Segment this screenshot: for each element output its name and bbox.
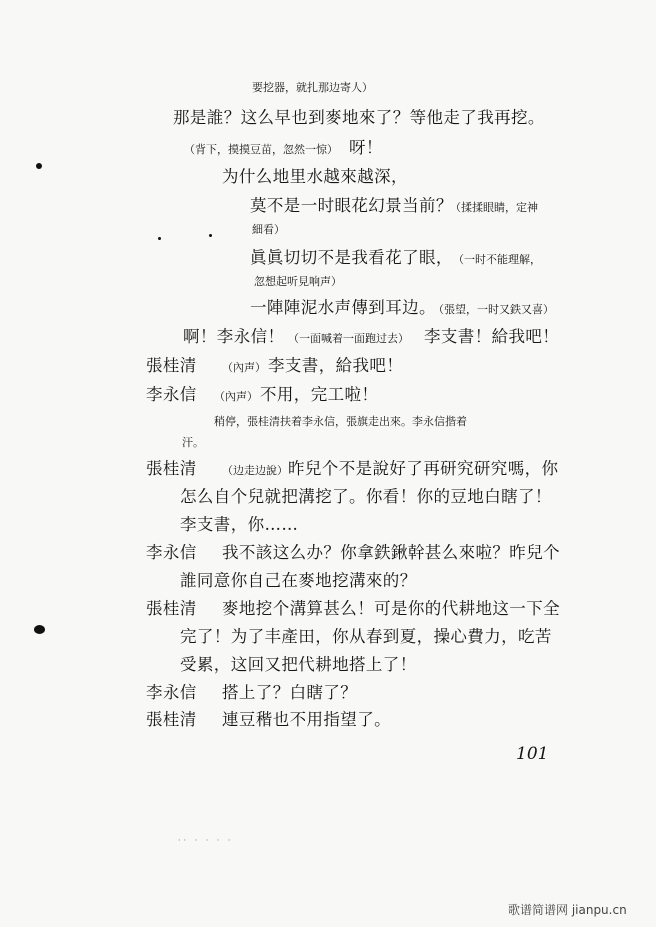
verse-line: 啊！李永信！: [183, 327, 285, 346]
stage-direction: （內声）: [214, 390, 258, 403]
ink-speck: [34, 625, 45, 634]
stage-direction: （一时不能理解，: [453, 253, 541, 266]
dialogue-line: 昨兒个不是說好了再研究研究嗎，你: [288, 459, 559, 478]
dialogue-line: 怎么自个兒就把溝挖了。你看！你的豆地白瞎了！: [180, 487, 552, 506]
print-specks: ·· · · · ·: [178, 836, 234, 845]
ink-speck: [158, 237, 161, 240]
dialogue-line: 李支書，給我吧！: [268, 356, 404, 375]
speaker-name: 張桂清: [146, 710, 197, 729]
verse-line: 眞眞切切不是我看花了眼，: [250, 248, 453, 267]
verse-line: 为什么地里水越來越深，: [222, 167, 408, 186]
dialogue-line: 搭上了？白瞎了？: [222, 683, 358, 702]
page-number: 101: [516, 744, 549, 764]
dialogue-line: 李支書，你……: [180, 515, 299, 534]
dialogue-line: 受累，这回又把代耕地搭上了！: [180, 655, 417, 674]
stage-direction: （背下，摸摸豆苗，忽然一惊）: [184, 143, 338, 156]
ink-speck: [36, 163, 42, 169]
verse-line: 李支書！給我吧！: [424, 327, 560, 346]
stage-direction: （揉揉眼睛，定神: [450, 201, 538, 214]
stage-direction-fragment: 要挖器，就扎那边寄人）: [252, 81, 373, 94]
ink-speck: [209, 234, 212, 237]
speaker-name: 張桂清: [146, 459, 197, 478]
speaker-name: 李永信: [146, 543, 197, 562]
verse-line: 莫不是一时眼花幻景当前？: [250, 196, 453, 215]
speaker-name: 李永信: [146, 385, 197, 404]
verse-line: 呀！: [349, 138, 383, 157]
stage-direction: 稍停，張桂清扶着李永信，張旗走出來。李永信揩着: [214, 415, 467, 428]
stage-direction: （一面喊着一面跑过去）: [288, 332, 409, 345]
speaker-name: 李永信: [146, 683, 197, 702]
stage-direction: 忽想起听見响声）: [254, 275, 342, 288]
stage-direction: 細看）: [252, 223, 285, 236]
dialogue-line: 誰同意你自己在麥地挖溝來的？: [180, 571, 417, 590]
dialogue-line: 完了！为了丰產田，你从春到夏，操心費力，吃苦: [180, 627, 552, 646]
verse-line: 一陣陣泥水声傳到耳边。: [250, 298, 436, 317]
speaker-name: 張桂清: [146, 599, 197, 618]
stage-direction: （內声）: [222, 361, 266, 374]
dialogue-line: 連豆稭也不用指望了。: [222, 710, 391, 729]
stage-direction: （边走边說）: [222, 464, 288, 477]
verse-line: 那是誰？这么早也到麥地來了？等他走了我再挖。: [173, 108, 545, 127]
watermark: 歌谱简谱网 jianpu.cn: [508, 903, 627, 917]
dialogue-line: 不用，完工啦！: [260, 385, 379, 404]
stage-direction: 汗。: [182, 436, 204, 449]
dialogue-line: 麥地挖个溝算甚么！可是你的代耕地这一下全: [222, 599, 560, 618]
speaker-name: 張桂清: [146, 356, 197, 375]
dialogue-line: 我不該这么办？你拿鉄鍬幹甚么來啦？昨兒个: [222, 543, 560, 562]
stage-direction: （張望，一时又鉄又喜）: [433, 303, 554, 316]
